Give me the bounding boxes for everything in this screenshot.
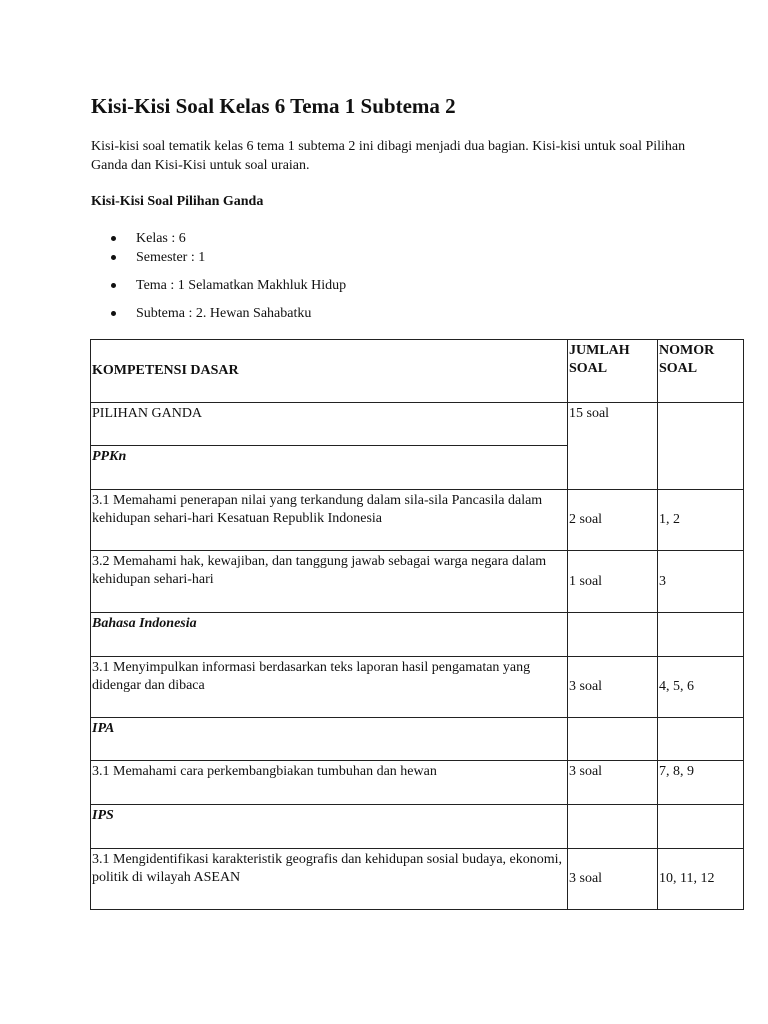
kompetensi-table bbox=[90, 339, 744, 910]
table-row-section bbox=[91, 403, 744, 446]
jumlah-cell: 2 soal bbox=[568, 490, 658, 551]
info-item-text: Semester : 1 bbox=[136, 250, 206, 265]
header-nomor-soal: NOMOR SOAL bbox=[658, 340, 744, 403]
nomor-cell: 3 bbox=[658, 551, 744, 613]
table-row bbox=[91, 657, 744, 718]
empty-cell bbox=[568, 613, 658, 657]
document-title: Kisi-Kisi Soal Kelas 6 Tema 1 Subtema 2 bbox=[91, 94, 456, 118]
section-nomor-cell bbox=[658, 403, 744, 490]
nomor-cell: 1, 2 bbox=[658, 490, 744, 551]
bullet-icon bbox=[111, 255, 116, 260]
info-item-text: Tema : 1 Selamatkan Makhluk Hidup bbox=[136, 278, 347, 293]
subject-cell: IPS bbox=[91, 805, 568, 849]
table-row bbox=[91, 490, 744, 551]
kd-cell: 3.1 Memahami penerapan nilai yang terkandung dalam sila-sila Pancasila dalam kehidupan sehari-hari Kesatuan Republik Indonesia bbox=[91, 490, 568, 551]
table-header-row bbox=[91, 340, 744, 403]
empty-cell bbox=[568, 718, 658, 761]
table-row bbox=[91, 761, 744, 805]
intro-paragraph: Kisi-kisi soal tematik kelas 6 tema 1 subtema 2 ini dibagi menjadi dua bagian. Kisi-kisi untuk soal Pilihan Ganda dan Kisi-Kisi untuk soal uraian. bbox=[91, 139, 686, 173]
jumlah-cell: 3 soal bbox=[568, 761, 658, 805]
subject-cell: PPKn bbox=[91, 446, 568, 490]
kd-cell: 3.1 Menyimpulkan informasi berdasarkan teks laporan hasil pengamatan yang didengar dan dibaca bbox=[91, 657, 568, 718]
table-row bbox=[91, 849, 744, 910]
kd-cell: 3.1 Memahami cara perkembangbiakan tumbuhan dan hewan bbox=[91, 761, 568, 805]
jumlah-cell: 3 soal bbox=[568, 657, 658, 718]
empty-cell bbox=[658, 718, 744, 761]
header-kompetensi-dasar: KOMPETENSI DASAR bbox=[91, 340, 568, 403]
nomor-cell: 7, 8, 9 bbox=[658, 761, 744, 805]
subject-cell: IPA bbox=[91, 718, 568, 761]
nomor-cell: 4, 5, 6 bbox=[658, 657, 744, 718]
bullet-icon bbox=[111, 283, 116, 288]
section-heading: Kisi-Kisi Soal Pilihan Ganda bbox=[91, 194, 264, 209]
empty-cell bbox=[568, 805, 658, 849]
kd-cell: 3.1 Mengidentifikasi karakteristik geografis dan kehidupan sosial budaya, ekonomi, politik di wilayah ASEAN bbox=[91, 849, 568, 910]
info-item-text: Kelas : 6 bbox=[136, 231, 186, 246]
table-row-subject bbox=[91, 613, 744, 657]
table-row-subject bbox=[91, 805, 744, 849]
bullet-icon bbox=[111, 311, 116, 316]
empty-cell bbox=[658, 805, 744, 849]
header-jumlah-soal: JUMLAH SOAL bbox=[568, 340, 658, 403]
empty-cell bbox=[658, 613, 744, 657]
subject-cell: Bahasa Indonesia bbox=[91, 613, 568, 657]
kd-cell: 3.2 Memahami hak, kewajiban, dan tanggung jawab sebagai warga negara dalam kehidupan sehari-hari bbox=[91, 551, 568, 613]
bullet-icon bbox=[111, 236, 116, 241]
table-row-subject bbox=[91, 718, 744, 761]
nomor-cell: 10, 11, 12 bbox=[658, 849, 744, 910]
section-label-cell: PILIHAN GANDA bbox=[91, 403, 568, 446]
info-item-text: Subtema : 2. Hewan Sahabatku bbox=[136, 306, 312, 321]
jumlah-cell: 3 soal bbox=[568, 849, 658, 910]
jumlah-cell: 1 soal bbox=[568, 551, 658, 613]
section-count-cell: 15 soal bbox=[568, 403, 658, 490]
table-row bbox=[91, 551, 744, 613]
